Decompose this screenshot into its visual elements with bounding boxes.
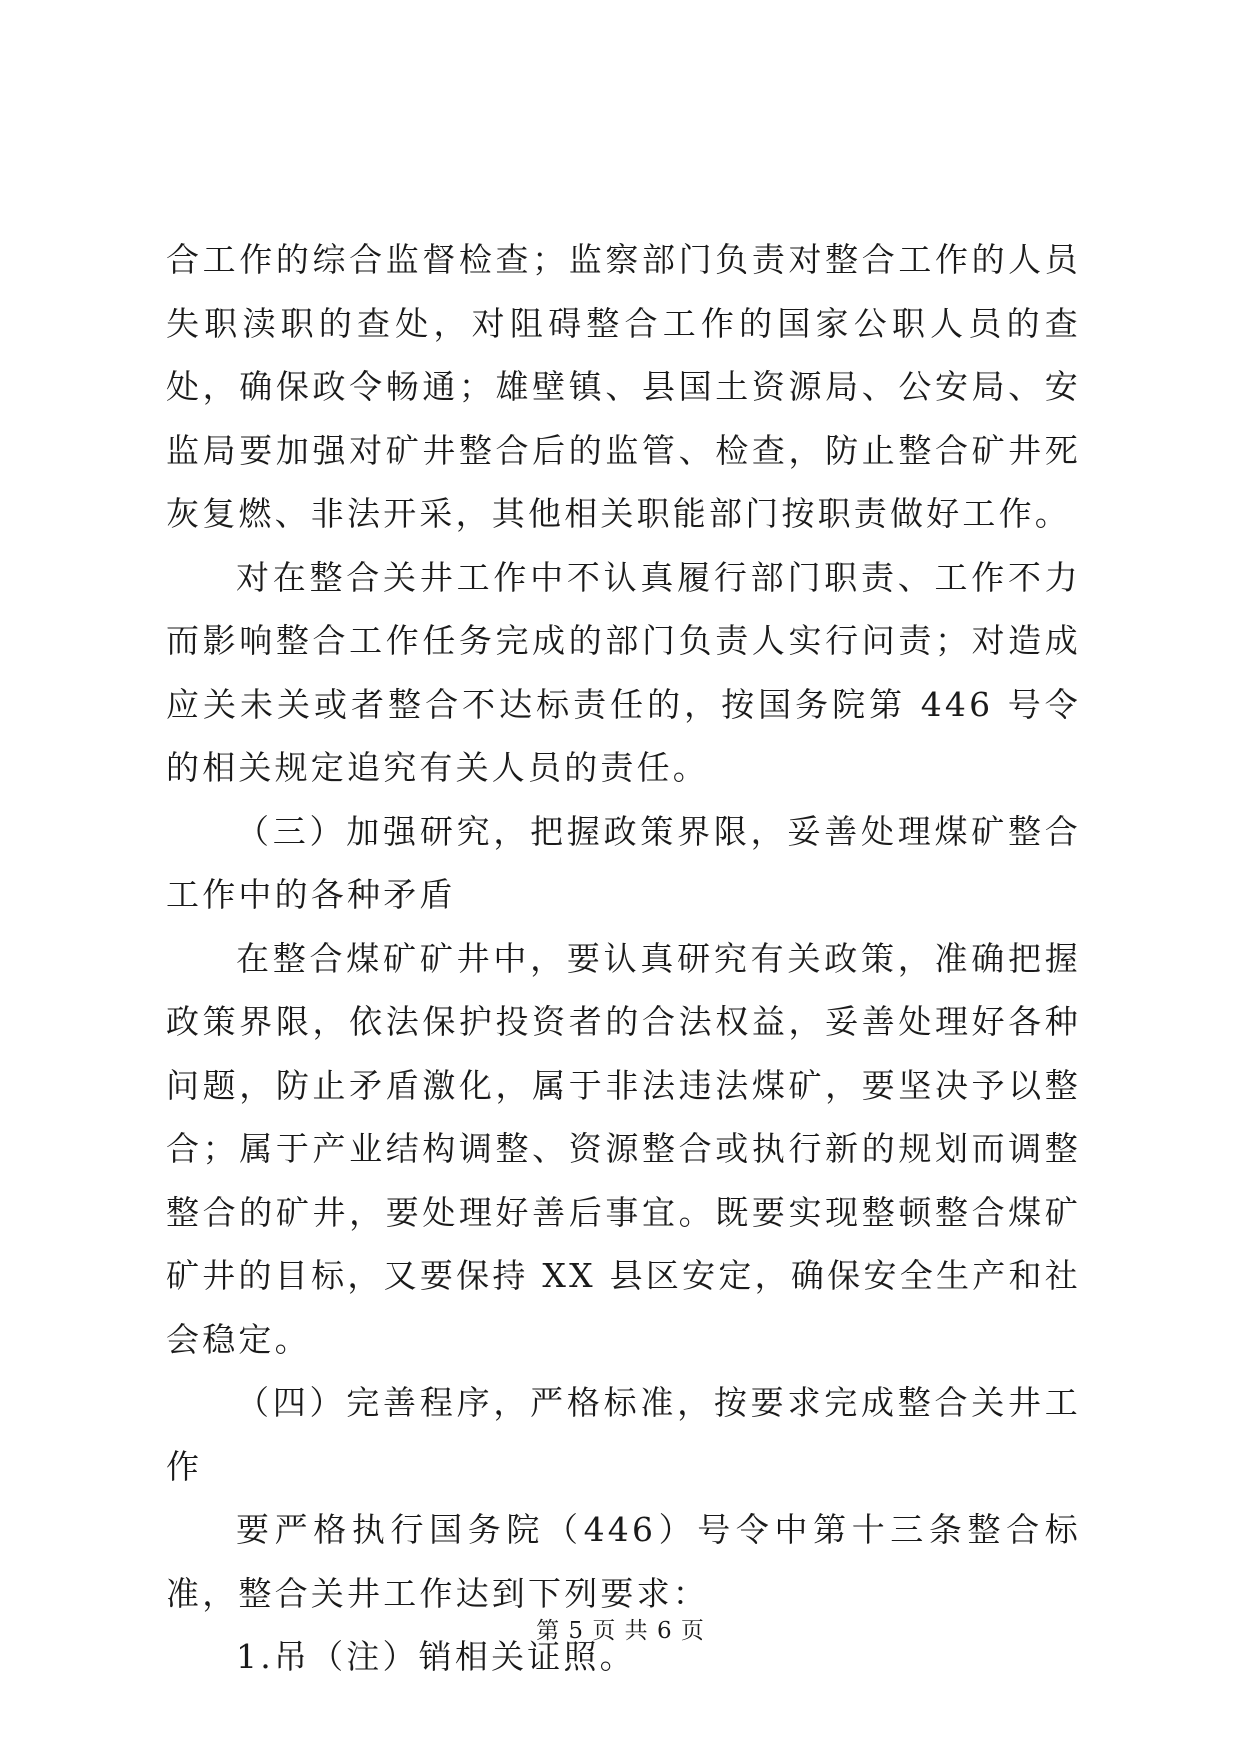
paragraph-4: 在整合煤矿矿井中，要认真研究有关政策，准确把握政策界限，依法保护投资者的合法权益，妥善处理好各种问题，防止矛盾激化，属于非法违法煤矿，要坚决予以整合；属于产业结构调整、资源整合或执行新的规划而调整整合的矿井，要处理好善后事宜。既要实现整顿整合煤矿矿井的目标，又要保持 XX 县区安定，确保安全生产和社会稳定。 xyxy=(166,938,1081,1359)
paragraph-6: 要严格执行国务院（446）号令中第十三条整合标准，整合关井工作达到下列要求： xyxy=(166,1510,1081,1613)
paragraph-1: 合工作的综合监督检查；监察部门负责对整合工作的人员失职渎职的查处，对阻碍整合工作的国家公职人员的查处，确保政令畅通；雄壁镇、县国土资源局、公安局、安监局要加强对矿井整合后的监管、检查，防止整合矿井死灰复燃、非法开采，其他相关职能部门按职责做好工作。 xyxy=(166,240,1081,533)
document-body xyxy=(166,228,1081,1689)
page-number-footer: 第 5 页 共 6 页 xyxy=(536,1618,705,1644)
section-heading-4: （四）完善程序，严格标准，按要求完成整合关井工作 xyxy=(166,1383,1081,1486)
section-heading-3: （三）加强研究，把握政策界限，妥善处理煤矿整合工作中的各种矛盾 xyxy=(166,811,1081,914)
paragraph-2: 对在整合关井工作中不认真履行部门职责、工作不力而影响整合工作任务完成的部门负责人实行问责；对造成应关未关或者整合不达标责任的，按国务院第 446 号令的相关规定追究有关人员的责任。 xyxy=(166,557,1081,787)
list-item-1: 1.吊（注）销相关证照。 xyxy=(236,1637,636,1676)
